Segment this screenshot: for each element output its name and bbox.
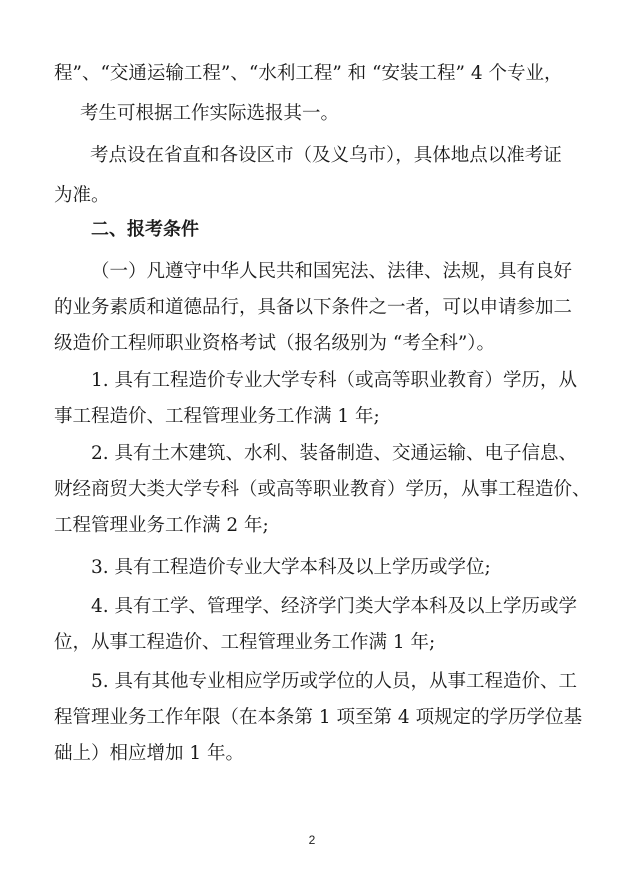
paragraph-line: 为准。 (54, 185, 110, 206)
list-item-line: 3. 具有工程造价专业大学本科及以上学历或学位; (91, 557, 491, 578)
paragraph-line: （一）凡遵守中华人民共和国宪法、法律、法规，具有良好 (91, 261, 573, 282)
list-item-line: 程管理业务工作年限（在本条第 1 项至第 4 项规定的学历学位基 (54, 707, 583, 728)
list-item-line: 财经商贸大类大学专科（或高等职业教育）学历，从事工程造价、 (54, 479, 591, 500)
paragraph-line: 级造价工程师职业资格考试（报名级别为 “考全科”）。 (54, 333, 496, 354)
list-item-line: 4. 具有工学、管理学、经济学门类大学本科及以上学历或学 (91, 596, 578, 617)
list-item-line: 5. 具有其他专业相应学历或学位的人员，从事工程造价、工 (91, 671, 578, 692)
list-item-line: 础上）相应增加 1 年。 (54, 743, 245, 764)
list-item-line: 工程管理业务工作满 2 年; (54, 515, 269, 536)
section-heading: 二、报考条件 (91, 219, 199, 240)
page-number: 2 (308, 833, 316, 847)
list-item-line: 事工程造价、工程管理业务工作满 1 年; (54, 406, 380, 427)
paragraph-line: 考生可根据工作实际选报其一。 (80, 103, 340, 124)
list-item-line: 1. 具有工程造价专业大学专科（或高等职业教育）学历，从 (91, 370, 578, 391)
list-item-line: 位，从事工程造价、工程管理业务工作满 1 年; (54, 632, 436, 653)
paragraph-line: 程”、“交通运输工程”、“水利工程” 和 “安装工程” 4 个专业， (54, 63, 563, 84)
paragraph-line: 的业务素质和道德品行，具备以下条件之一者，可以申请参加二 (54, 297, 573, 318)
list-item-line: 2. 具有土木建筑、水利、装备制造、交通运输、电子信息、 (91, 443, 578, 464)
paragraph-line: 考点设在省直和各设区市（及义乌市），具体地点以准考证 (90, 145, 562, 166)
